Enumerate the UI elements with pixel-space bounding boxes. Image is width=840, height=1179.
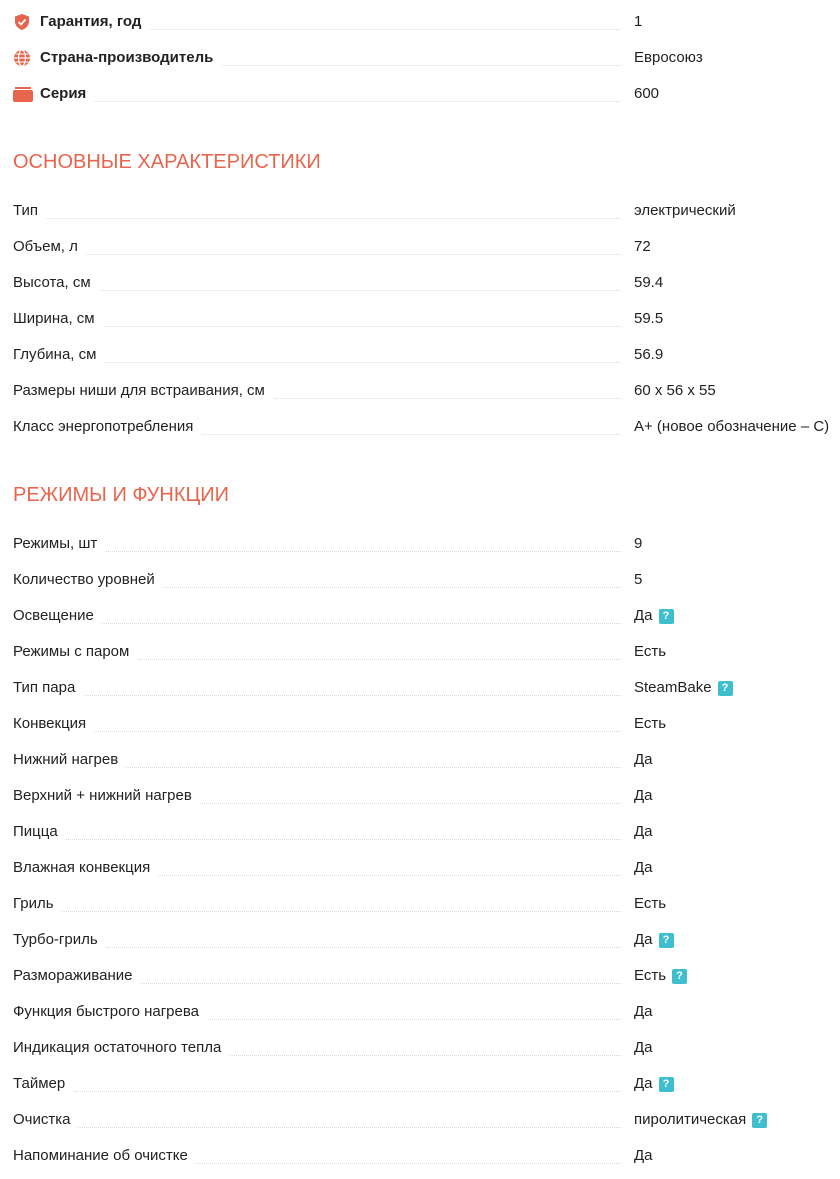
spec-value: 59.4	[634, 274, 664, 291]
spec-row-country	[0, 40, 840, 76]
spec-label: Гриль	[13, 886, 62, 922]
spec-value: пиролитическая	[634, 1111, 747, 1128]
spec-value: Да	[634, 1003, 653, 1020]
spec-label: Ширина, см	[13, 301, 103, 337]
spec-row	[0, 994, 840, 1030]
spec-label: Нижний нагрев	[13, 742, 126, 778]
spec-label: Глубина, см	[13, 337, 104, 373]
section-title-main: ОСНОВНЫЕ ХАРАКТЕРИСТИКИ	[13, 151, 321, 173]
spec-value: Да	[634, 931, 653, 948]
spec-value: Да	[634, 751, 653, 768]
spec-value: Да	[634, 823, 653, 840]
spec-row	[0, 634, 840, 670]
series-icon	[13, 85, 31, 103]
spec-value: Есть	[634, 715, 667, 732]
help-icon[interactable]: ?	[752, 1113, 767, 1128]
spec-value: Да	[634, 607, 653, 624]
spec-label: Конвекция	[13, 706, 94, 742]
spec-value: 56.9	[634, 346, 664, 363]
spec-value: электрический	[634, 202, 736, 219]
dotted-leader	[40, 101, 621, 102]
dotted-leader	[13, 218, 621, 219]
spec-value: 1	[634, 13, 643, 30]
spec-value: Евросоюз	[634, 49, 703, 66]
spec-row	[0, 301, 840, 337]
dotted-leader	[13, 623, 621, 624]
spec-row	[0, 598, 840, 634]
spec-label: Высота, см	[13, 265, 99, 301]
help-icon[interactable]: ?	[659, 1077, 674, 1092]
spec-value: 60 x 56 x 55	[634, 382, 716, 399]
shield-check-icon	[13, 13, 31, 31]
spec-row	[0, 958, 840, 994]
spec-value: Да	[634, 1075, 653, 1092]
spec-value-with-help	[634, 1102, 767, 1138]
spec-label: Таймер	[13, 1066, 73, 1102]
spec-row	[0, 670, 840, 706]
spec-value: 9	[634, 535, 643, 552]
spec-value: Да	[634, 1147, 653, 1164]
spec-label: Верхний + нижний нагрев	[13, 778, 200, 814]
spec-label: Функция быстрого нагрева	[13, 994, 207, 1030]
spec-value: Да	[634, 787, 653, 804]
dotted-leader	[13, 1127, 621, 1128]
globe-icon	[13, 49, 31, 67]
dotted-leader	[13, 731, 621, 732]
spec-label: Гарантия, год	[40, 4, 149, 40]
spec-value-with-help	[634, 1066, 674, 1102]
spec-label: Напоминание об очистке	[13, 1138, 196, 1174]
spec-value: SteamBake	[634, 679, 712, 696]
spec-value: A+ (новое обозначение – C)	[634, 418, 830, 435]
spec-row	[0, 850, 840, 886]
spec-value: 59.5	[634, 310, 664, 327]
spec-row	[0, 922, 840, 958]
spec-row	[0, 886, 840, 922]
spec-row	[0, 409, 840, 445]
spec-row	[0, 706, 840, 742]
spec-row	[0, 265, 840, 301]
spec-label: Индикация остаточного тепла	[13, 1030, 229, 1066]
spec-row	[0, 1066, 840, 1102]
spec-label: Пицца	[13, 814, 66, 850]
spec-row	[0, 1102, 840, 1138]
help-icon[interactable]: ?	[672, 969, 687, 984]
spec-label: Серия	[40, 76, 94, 112]
spec-row-series	[0, 76, 840, 112]
dotted-leader	[13, 326, 621, 327]
spec-label: Влажная конвекция	[13, 850, 158, 886]
spec-value: 72	[634, 238, 651, 255]
spec-value: Есть	[634, 967, 667, 984]
section-title-modes: РЕЖИМЫ И ФУНКЦИИ	[13, 484, 230, 506]
dotted-leader	[13, 911, 621, 912]
spec-value: 5	[634, 571, 643, 588]
dotted-leader	[13, 254, 621, 255]
spec-label: Тип	[13, 193, 46, 229]
spec-row	[0, 814, 840, 850]
spec-row-warranty	[0, 4, 840, 40]
spec-value: Да	[634, 1039, 653, 1056]
spec-label: Объем, л	[13, 229, 86, 265]
spec-label: Тип пара	[13, 670, 83, 706]
spec-row	[0, 562, 840, 598]
spec-row	[0, 526, 840, 562]
spec-label: Режимы с паром	[13, 634, 137, 670]
spec-value: Есть	[634, 895, 667, 912]
help-icon[interactable]: ?	[659, 609, 674, 624]
spec-row	[0, 193, 840, 229]
spec-value: Да	[634, 859, 653, 876]
dotted-leader	[13, 695, 621, 696]
spec-label: Освещение	[13, 598, 102, 634]
spec-row	[0, 778, 840, 814]
spec-label: Страна-производитель	[40, 40, 221, 76]
spec-value-with-help	[634, 922, 674, 958]
spec-label: Количество уровней	[13, 562, 163, 598]
spec-value-with-help	[634, 598, 674, 634]
spec-row	[0, 373, 840, 409]
spec-label: Размеры ниши для встраивания, см	[13, 373, 273, 409]
dotted-leader	[13, 839, 621, 840]
spec-row	[0, 337, 840, 373]
spec-value-with-help	[634, 958, 687, 994]
help-icon[interactable]: ?	[718, 681, 733, 696]
spec-row	[0, 1030, 840, 1066]
spec-row	[0, 229, 840, 265]
spec-label: Турбо-гриль	[13, 922, 106, 958]
spec-value: Есть	[634, 643, 667, 660]
dotted-leader	[13, 290, 621, 291]
spec-label: Очистка	[13, 1102, 78, 1138]
spec-label: Размораживание	[13, 958, 140, 994]
spec-label: Класс энергопотребления	[13, 409, 201, 445]
spec-row	[0, 1138, 840, 1174]
spec-label: Режимы, шт	[13, 526, 105, 562]
spec-row	[0, 742, 840, 778]
help-icon[interactable]: ?	[659, 933, 674, 948]
spec-value-with-help	[634, 670, 733, 706]
dotted-leader	[13, 1091, 621, 1092]
spec-value: 600	[634, 85, 660, 102]
